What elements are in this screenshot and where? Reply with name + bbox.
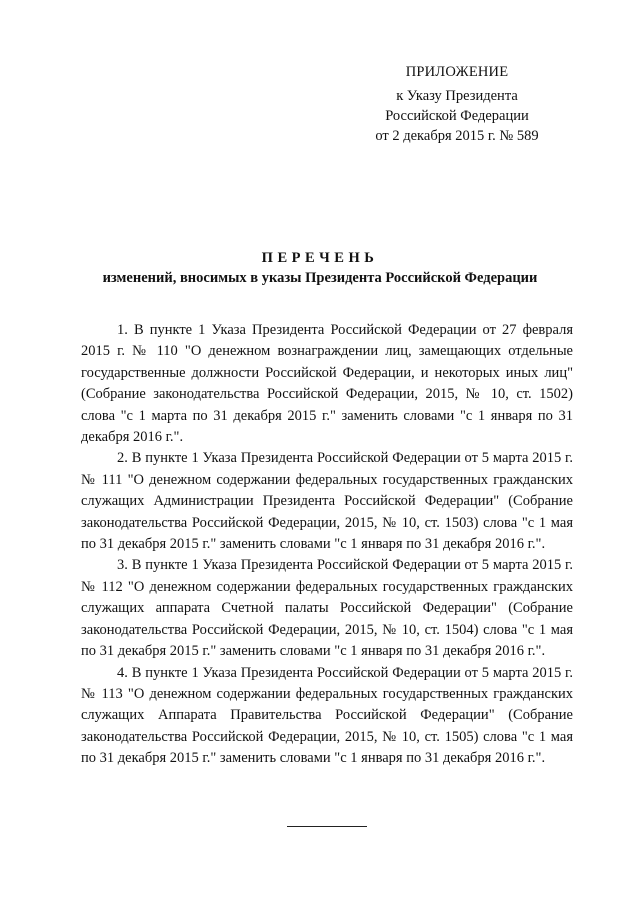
document-title: ПЕРЕЧЕНЬ	[261, 250, 379, 266]
appendix-block	[352, 62, 562, 146]
appendix-line: к Указу Президента	[396, 88, 518, 104]
list-item: 1. В пункте 1 Указа Президента Российской Федерации от 27 февраля 2015 г. № 110 "О денежном вознаграждении лиц, замещающих отдельные государственные должности Российской Федерации, и некоторых иных лиц" (Собрание законодательства Российской Федерации, 2015, № 10, ст. 1502) слова "с 1 марта по 31 декабря 2015 г." заменить словами "с 1 января по 31 декабря 2016 г.".	[81, 322, 573, 446]
list-item: 4. В пункте 1 Указа Президента Российской Федерации от 5 марта 2015 г. № 113 "О денежном содержании федеральных государственных гражданских служащих Аппарата Правительства Российской Федерации" (Собрание законодательства Российской Федерации, 2015, № 10, ст. 1505) слова "с 1 мая по 31 декабря 2015 г." заменить словами "с 1 января по 31 декабря 2016 г.".	[81, 664, 573, 767]
appendix-title: ПРИЛОЖЕНИЕ	[405, 64, 509, 80]
document-body	[81, 320, 573, 770]
document-subtitle: изменений, вносимых в указы Президента Российской Федерации	[102, 270, 538, 286]
appendix-line: Российской Федерации	[385, 108, 529, 124]
appendix-decree-reference: от 2 декабря 2015 г. № 589	[375, 128, 539, 144]
closing-divider	[287, 826, 367, 827]
list-item: 2. В пункте 1 Указа Президента Российской Федерации от 5 марта 2015 г. № 111 "О денежном содержании федеральных государственных гражданских служащих Администрации Президента Российской Федерации" (Собрание законодательства Российской Федерации, 2015, № 10, ст. 1503) слова "с 1 мая по 31 декабря 2015 г." заменить словами "с 1 января по 31 декабря 2016 г.".	[81, 450, 573, 553]
document-heading	[60, 248, 580, 288]
list-item: 3. В пункте 1 Указа Президента Российской Федерации от 5 марта 2015 г. № 112 "О денежном содержании федеральных государственных гражданских служащих аппарата Счетной палаты Российской Федерации" (Собрание законодательства Российской Федерации, 2015, № 10, ст. 1504) слова "с 1 мая по 31 декабря 2015 г." заменить словами "с 1 января по 31 декабря 2016 г.".	[81, 557, 573, 660]
